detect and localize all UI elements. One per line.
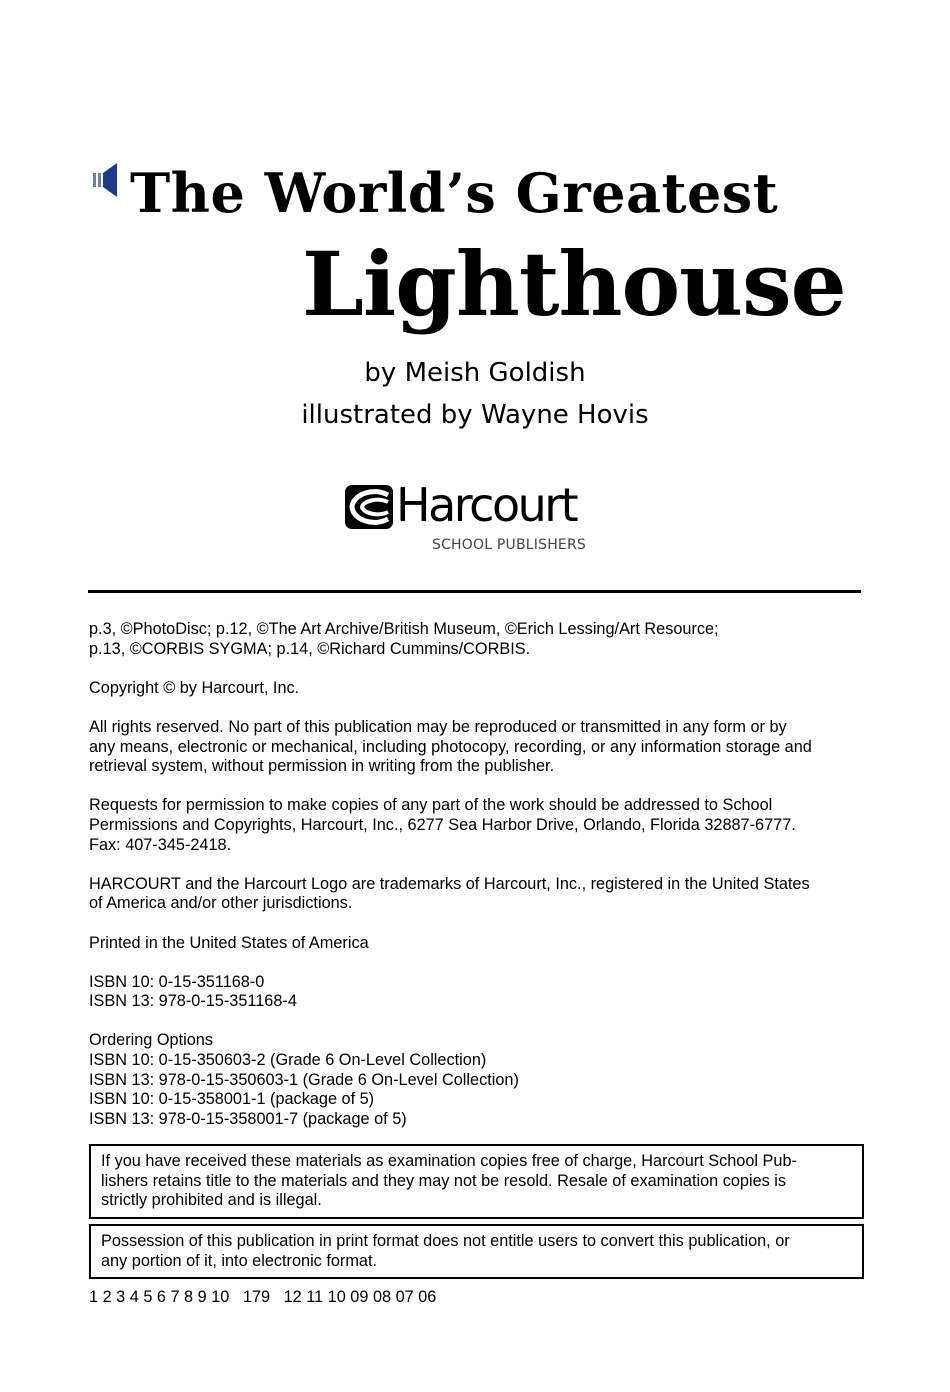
publisher-logo (344, 478, 608, 556)
author-byline: by Meish Goldish (364, 358, 586, 388)
divider-rule (88, 590, 861, 593)
text-line: HARCOURT and the Harcourt Logo are trademarks of Harcourt, Inc., registered in the United States (89, 874, 810, 893)
text-line: All rights reserved. No part of this publication may be reproduced or transmitted in any form or by (89, 717, 787, 736)
text-line: Copyright © by Harcourt, Inc. (89, 678, 300, 697)
isbn-list (89, 973, 864, 1012)
trademark-notice (89, 875, 864, 914)
speaker-icon[interactable] (92, 162, 118, 198)
text-line: Requests for permission to make copies of any part of the work should be addressed to School (89, 796, 773, 815)
text-line: Possession of this publication in print format does not entitle users to convert this publication, or (101, 1232, 790, 1250)
text-line: ISBN 10: 0-15-351168-0 (89, 972, 265, 991)
text-line: ISBN 13: 978-0-15-358001-7 (package of 5) (89, 1109, 407, 1128)
text-line: p.3, ©PhotoDisc; p.12, ©The Art Archive/British Museum, ©Erich Lessing/Art Resource; (89, 620, 719, 638)
text-line: retrieval system, without permission in writing from the publisher. (89, 757, 555, 776)
photo-credits (89, 620, 864, 659)
text-line: Ordering Options (89, 1031, 213, 1050)
electronic-format-notice-box (89, 1224, 864, 1279)
printed-in (89, 934, 864, 954)
text-line: Permissions and Copyrights, Harcourt, Inc., 6277 Sea Harbor Drive, Orlando, Florida 32887-6777. (89, 815, 796, 834)
text-line: Fax: 407-345-2418. (89, 835, 232, 854)
illustrator-byline: illustrated by Wayne Hovis (301, 400, 649, 430)
text-line: of America and/or other jurisdictions. (89, 894, 353, 913)
text-line: Printed in the United States of America (89, 933, 369, 952)
print-line: 1 2 3 4 5 6 7 8 9 10 179 12 11 10 09 08 07 06 (89, 1288, 437, 1306)
text-line: ISBN 10: 0-15-350603-2 (Grade 6 On-Level Collection) (89, 1051, 487, 1070)
title-line-2: Lighthouse (302, 232, 846, 336)
title-line-1: The World’s Greatest (130, 161, 779, 225)
text-line: If you have received these materials as examination copies free of charge, Harcourt School Pub- (101, 1152, 797, 1170)
text-line: any portion of it, into electronic format. (101, 1251, 378, 1270)
text-line: strictly prohibited and is illegal. (101, 1191, 322, 1210)
rights-reserved (89, 718, 864, 777)
credits-block (89, 620, 864, 1149)
copyright-notice (89, 679, 864, 699)
publisher-division: SCHOOL PUBLISHERS (432, 537, 586, 553)
examination-notice-box (89, 1144, 864, 1219)
text-line: any means, electronic or mechanical, including photocopy, recording, or any information storage and (89, 737, 812, 756)
text-line: p.13, ©CORBIS SYGMA; p.14, ©Richard Cummins/CORBIS. (89, 639, 531, 658)
ordering-options (89, 1031, 864, 1129)
harcourt-swoosh-icon (344, 484, 394, 530)
text-line: ISBN 13: 978-0-15-351168-4 (89, 992, 297, 1011)
publisher-name: Harcourt (396, 478, 577, 532)
text-line: ISBN 13: 978-0-15-350603-1 (Grade 6 On-Level Collection) (89, 1070, 519, 1089)
text-line: ISBN 10: 0-15-358001-1 (package of 5) (89, 1090, 375, 1109)
text-line: lishers retains title to the materials and they may not be resold. Resale of examination copies is (101, 1171, 787, 1190)
permission-requests (89, 796, 864, 855)
